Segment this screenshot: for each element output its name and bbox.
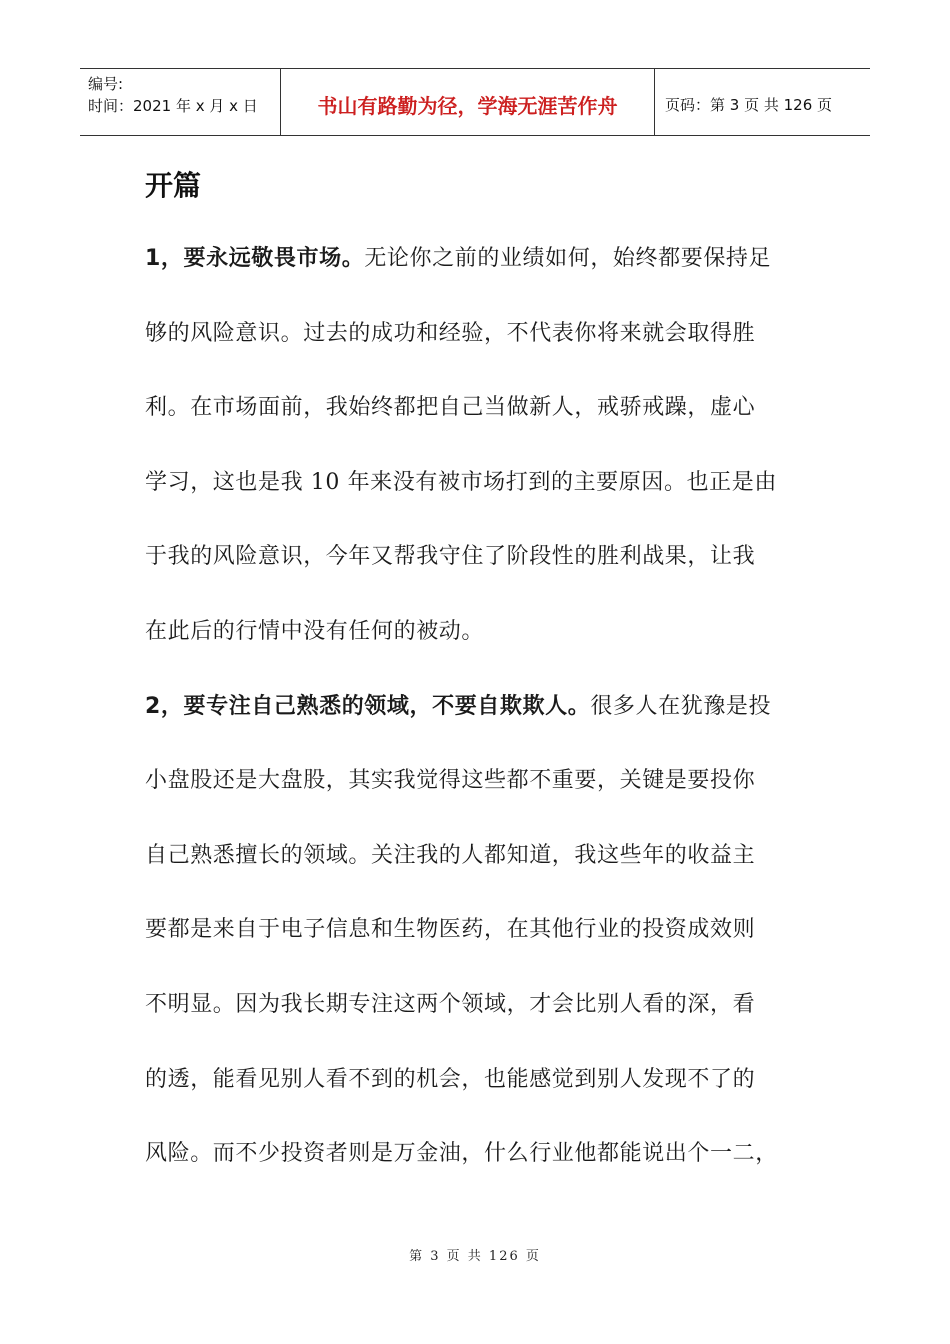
- paragraph-line: 的透，能看见别人看不到的机会，也能感觉到别人发现不了的: [145, 1066, 756, 1092]
- paragraph-line: 学习，这也是我 10 年来没有被市场打到的主要原因。也正是由: [145, 469, 777, 495]
- paragraph-line: 在此后的行情中没有任何的被动。: [145, 618, 485, 644]
- paragraph-line: 不明显。因为我长期专注这两个领域，才会比别人看的深，看: [145, 991, 756, 1017]
- header-meta-cell: [80, 69, 281, 135]
- page-footer: 第 3 页 共 126 页: [409, 1249, 541, 1264]
- header-page-info: 页码：第 3 页 共 126 页: [665, 95, 833, 114]
- document-number-label: 编号:: [88, 75, 124, 93]
- document-body: [145, 222, 813, 1192]
- paragraph-line: 风险。而不少投资者则是万金油，什么行业他都能说出个一二，: [145, 1141, 778, 1167]
- paragraph-line: [145, 670, 813, 745]
- paragraph-line: 小盘股还是大盘股，其实我觉得这些都不重要，关键是要投你: [145, 768, 756, 794]
- paragraph-line: 于我的风险意识，今年又帮我守住了阶段性的胜利战果，让我: [145, 544, 756, 570]
- paragraph-text: 无论你之前的业绩如何，始终都要保持足: [364, 246, 772, 271]
- paragraph-lead: 2，要专注自己熟悉的领域，不要自欺欺人。: [145, 693, 591, 719]
- paragraph-line: 利。在市场面前，我始终都把自己当做新人，戒骄戒躁，虚心: [145, 395, 756, 421]
- paragraph-line: 够的风险意识。过去的成功和经验，不代表你将来就会取得胜: [145, 320, 756, 346]
- page-title: 开篇: [145, 169, 202, 202]
- document-header: [80, 68, 870, 136]
- paragraph-1: [145, 222, 813, 670]
- paragraph-2: [145, 670, 813, 1192]
- paragraph-text: 很多人在犹豫是投: [590, 693, 772, 719]
- paragraph-line: [145, 222, 813, 297]
- document-date-label: 时间：2021 年 x 月 x 日: [88, 97, 258, 115]
- paragraph-lead: 1，要永远敬畏市场。: [145, 246, 365, 271]
- header-motto: 书山有路勤为径，学海无涯苦作舟: [281, 69, 655, 135]
- paragraph-line: 要都是来自于电子信息和生物医药，在其他行业的投资成效则: [145, 917, 756, 943]
- paragraph-line: 自己熟悉擅长的领域。关注我的人都知道，我这些年的收益主: [145, 842, 756, 868]
